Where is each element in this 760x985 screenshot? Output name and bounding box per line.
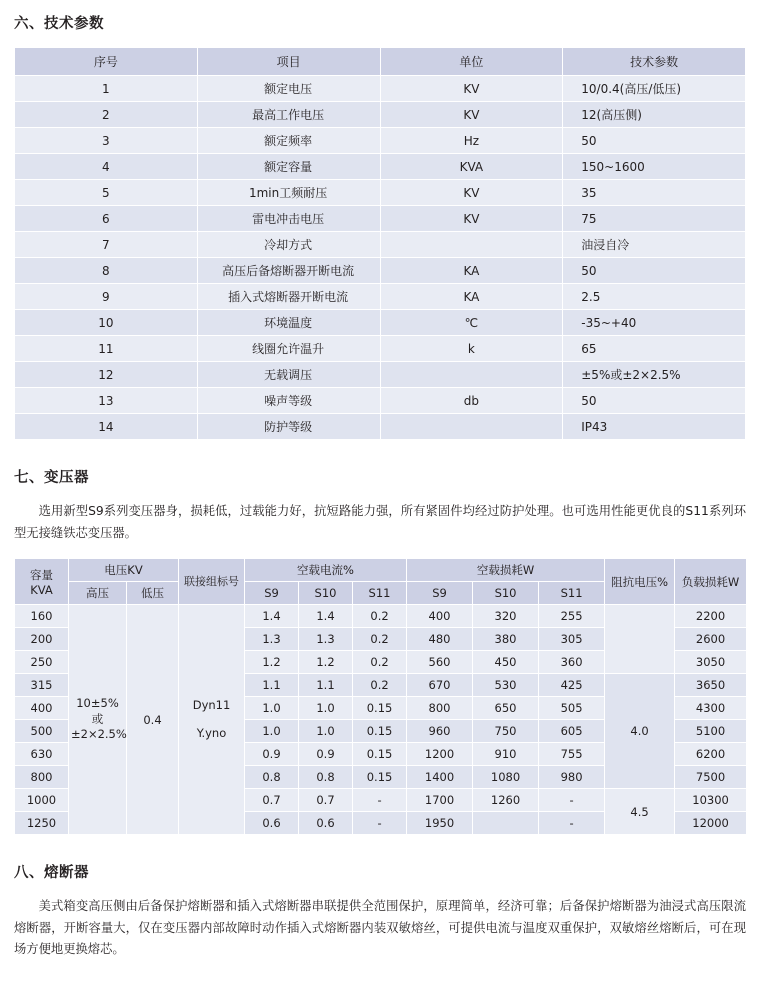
cell-no: 1 <box>15 76 198 102</box>
table-row <box>15 180 746 206</box>
cell-current-s11: - <box>353 812 407 835</box>
cell-no: 10 <box>15 310 198 336</box>
cell-current-s10: 1.4 <box>299 605 353 628</box>
cell-no: 12 <box>15 362 198 388</box>
column-header-impedance: 阻抗电压% <box>605 559 675 605</box>
cell-current-s10: 1.1 <box>299 674 353 697</box>
cell-current-s9: 0.9 <box>245 743 299 766</box>
cell-current-s9: 1.2 <box>245 651 299 674</box>
cell-item: 雷电冲击电压 <box>197 206 380 232</box>
cell-load-loss: 3050 <box>675 651 747 674</box>
cell-no: 8 <box>15 258 198 284</box>
cell-loss-s11: 755 <box>539 743 605 766</box>
cell-no: 7 <box>15 232 198 258</box>
cell-value: 10/0.4(高压/低压) <box>563 76 746 102</box>
cell-unit: k <box>380 336 563 362</box>
cell-loss-s9: 1700 <box>407 789 473 812</box>
column-header-current-s11: S11 <box>353 582 407 605</box>
fuse-paragraph: 美式箱变高压侧由后备保护熔断器和插入式熔断器串联提供全范围保护，原理简单，经济可靠；后备保护熔断器为油浸式高压限流熔断器，开断容量大，仅在变压器内部故障时动作插入式熔断器内装双敏熔丝，可提供电流与温度双重保护，双敏熔丝熔断后，可在现场方便地更换熔芯。 <box>14 899 746 957</box>
cell-current-s11: 0.2 <box>353 605 407 628</box>
cell-loss-s10: 1080 <box>473 766 539 789</box>
cell-value: ±5%或±2×2.5% <box>563 362 746 388</box>
table-row <box>15 388 746 414</box>
cell-value: 75 <box>563 206 746 232</box>
transformer-table <box>14 558 747 835</box>
cell-loss-s9: 1200 <box>407 743 473 766</box>
cell-load-loss: 3650 <box>675 674 747 697</box>
cell-load-loss: 4300 <box>675 697 747 720</box>
cell-no: 11 <box>15 336 198 362</box>
technical-parameters-table <box>14 47 746 440</box>
cell-item: 环境温度 <box>197 310 380 336</box>
cell-item: 线圈允许温升 <box>197 336 380 362</box>
cell-current-s10: 0.9 <box>299 743 353 766</box>
cell-unit: KA <box>380 284 563 310</box>
cell-loss-s10: 530 <box>473 674 539 697</box>
section-title-transformer: 七、变压器 <box>14 470 89 486</box>
voltage-high-line2: 或 <box>91 711 104 726</box>
cell-no: 14 <box>15 414 198 440</box>
cell-unit: ℃ <box>380 310 563 336</box>
cell-current-s9: 1.4 <box>245 605 299 628</box>
capacity-label: 容量 <box>30 567 53 582</box>
cell-loss-s11: 360 <box>539 651 605 674</box>
cell-loss-s10: 750 <box>473 720 539 743</box>
cell-loss-s11: 605 <box>539 720 605 743</box>
cell-loss-s9: 560 <box>407 651 473 674</box>
cell-loss-s9: 800 <box>407 697 473 720</box>
cell-load-loss: 2600 <box>675 628 747 651</box>
cell-current-s9: 0.8 <box>245 766 299 789</box>
cell-loss-s10: 320 <box>473 605 539 628</box>
cell-item: 高压后备熔断器开断电流 <box>197 258 380 284</box>
cell-value: 50 <box>563 388 746 414</box>
cell-unit: db <box>380 388 563 414</box>
cell-loss-s11: 425 <box>539 674 605 697</box>
cell-capacity: 1250 <box>15 812 69 835</box>
column-header-voltage: 电压KV <box>69 559 179 582</box>
cell-loss-s10: 650 <box>473 697 539 720</box>
column-header-voltage-low: 低压 <box>127 582 179 605</box>
cell-unit: KA <box>380 258 563 284</box>
cell-current-s10: 1.2 <box>299 651 353 674</box>
cell-load-loss: 2200 <box>675 605 747 628</box>
cell-item: 无载调压 <box>197 362 380 388</box>
table-row <box>15 76 746 102</box>
column-header-unit: 单位 <box>380 48 563 76</box>
cell-loss-s9: 1400 <box>407 766 473 789</box>
section-title-tech: 六、技术参数 <box>14 16 104 32</box>
cell-value: 12(高压侧) <box>563 102 746 128</box>
cell-current-s11: 0.2 <box>353 651 407 674</box>
cell-loss-s9: 480 <box>407 628 473 651</box>
cell-capacity: 315 <box>15 674 69 697</box>
column-header-capacity <box>15 559 69 605</box>
cell-current-s9: 1.0 <box>245 720 299 743</box>
cell-loss-s11: 305 <box>539 628 605 651</box>
cell-connection <box>179 605 245 835</box>
cell-value: -35~+40 <box>563 310 746 336</box>
cell-load-loss: 6200 <box>675 743 747 766</box>
cell-value: IP43 <box>563 414 746 440</box>
cell-loss-s10: 380 <box>473 628 539 651</box>
cell-voltage-high <box>69 605 127 835</box>
cell-impedance-1: 4.0 <box>605 674 675 789</box>
cell-item: 额定频率 <box>197 128 380 154</box>
cell-value: 35 <box>563 180 746 206</box>
cell-loss-s10: 1260 <box>473 789 539 812</box>
cell-value: 油浸自冷 <box>563 232 746 258</box>
cell-load-loss: 5100 <box>675 720 747 743</box>
column-header-voltage-high: 高压 <box>69 582 127 605</box>
cell-item: 插入式熔断器开断电流 <box>197 284 380 310</box>
connection-line2: Y.yno <box>196 725 227 740</box>
cell-load-loss: 12000 <box>675 812 747 835</box>
cell-capacity: 400 <box>15 697 69 720</box>
cell-current-s11: 0.15 <box>353 697 407 720</box>
cell-capacity: 800 <box>15 766 69 789</box>
table-row <box>15 206 746 232</box>
cell-current-s9: 0.6 <box>245 812 299 835</box>
cell-no: 6 <box>15 206 198 232</box>
table-row <box>15 362 746 388</box>
cell-capacity: 630 <box>15 743 69 766</box>
cell-impedance-blank <box>605 605 675 674</box>
cell-capacity: 1000 <box>15 789 69 812</box>
cell-item: 1min工频耐压 <box>197 180 380 206</box>
cell-unit: KV <box>380 180 563 206</box>
cell-voltage-low: 0.4 <box>127 605 179 835</box>
cell-loss-s9: 670 <box>407 674 473 697</box>
table-header-row <box>15 559 747 582</box>
cell-current-s11: 0.15 <box>353 766 407 789</box>
column-header-no-load-loss: 空载损耗W <box>407 559 605 582</box>
table-row <box>15 310 746 336</box>
cell-loss-s11: - <box>539 812 605 835</box>
cell-unit: Hz <box>380 128 563 154</box>
cell-value: 65 <box>563 336 746 362</box>
cell-item: 噪声等级 <box>197 388 380 414</box>
table-row <box>15 414 746 440</box>
column-header-current-s10: S10 <box>299 582 353 605</box>
cell-loss-s11: 505 <box>539 697 605 720</box>
cell-loss-s10: 450 <box>473 651 539 674</box>
cell-capacity: 500 <box>15 720 69 743</box>
transformer-paragraph: 选用新型S9系列变压器身，损耗低，过载能力好，抗短路能力强，所有紧固件均经过防护处理。也可选用性能更优良的S11系列环型无接缝铁芯变压器。 <box>14 504 746 540</box>
cell-value: 150~1600 <box>563 154 746 180</box>
cell-current-s9: 1.0 <box>245 697 299 720</box>
cell-value: 50 <box>563 258 746 284</box>
cell-item: 冷却方式 <box>197 232 380 258</box>
connection-line1: Dyn11 <box>192 698 231 713</box>
cell-current-s10: 0.6 <box>299 812 353 835</box>
column-header-loss-s11: S11 <box>539 582 605 605</box>
cell-capacity: 200 <box>15 628 69 651</box>
cell-impedance-2: 4.5 <box>605 789 675 835</box>
cell-loss-s9: 1950 <box>407 812 473 835</box>
cell-unit <box>380 232 563 258</box>
cell-unit <box>380 414 563 440</box>
cell-unit: KV <box>380 206 563 232</box>
column-header-item: 项目 <box>197 48 380 76</box>
cell-current-s9: 1.3 <box>245 628 299 651</box>
cell-current-s10: 1.0 <box>299 720 353 743</box>
cell-current-s10: 0.8 <box>299 766 353 789</box>
cell-current-s11: - <box>353 789 407 812</box>
table-row <box>15 154 746 180</box>
column-header-load-loss: 负载损耗W <box>675 559 747 605</box>
column-header-no-load-current: 空载电流% <box>245 559 407 582</box>
cell-no: 3 <box>15 128 198 154</box>
column-header-loss-s10: S10 <box>473 582 539 605</box>
cell-loss-s9: 960 <box>407 720 473 743</box>
cell-load-loss: 10300 <box>675 789 747 812</box>
cell-loss-s10: 910 <box>473 743 539 766</box>
cell-current-s10: 1.0 <box>299 697 353 720</box>
cell-current-s11: 0.2 <box>353 674 407 697</box>
cell-current-s10: 0.7 <box>299 789 353 812</box>
cell-current-s9: 1.1 <box>245 674 299 697</box>
table-row <box>15 102 746 128</box>
cell-unit: KV <box>380 76 563 102</box>
cell-load-loss: 7500 <box>675 766 747 789</box>
cell-current-s9: 0.7 <box>245 789 299 812</box>
cell-loss-s11: - <box>539 789 605 812</box>
cell-value: 50 <box>563 128 746 154</box>
table-row <box>15 336 746 362</box>
section-title-fuse: 八、熔断器 <box>14 865 89 882</box>
voltage-high-line1: 10±5% <box>76 696 119 711</box>
cell-current-s11: 0.15 <box>353 720 407 743</box>
cell-item: 最高工作电压 <box>197 102 380 128</box>
column-header-value: 技术参数 <box>563 48 746 76</box>
cell-loss-s11: 980 <box>539 766 605 789</box>
column-header-loss-s9: S9 <box>407 582 473 605</box>
cell-no: 9 <box>15 284 198 310</box>
cell-item: 额定电压 <box>197 76 380 102</box>
cell-loss-s10 <box>473 812 539 835</box>
table-row <box>15 258 746 284</box>
cell-capacity: 160 <box>15 605 69 628</box>
cell-no: 13 <box>15 388 198 414</box>
voltage-high-line3: ±2×2.5% <box>71 727 127 742</box>
cell-current-s10: 1.3 <box>299 628 353 651</box>
cell-no: 4 <box>15 154 198 180</box>
cell-capacity: 250 <box>15 651 69 674</box>
cell-loss-s9: 400 <box>407 605 473 628</box>
table-row <box>15 128 746 154</box>
cell-item: 防护等级 <box>197 414 380 440</box>
cell-value: 2.5 <box>563 284 746 310</box>
cell-current-s11: 0.15 <box>353 743 407 766</box>
connection-label: 联接组标号 <box>184 574 240 588</box>
capacity-unit-label: KVA <box>30 582 53 597</box>
cell-item: 额定容量 <box>197 154 380 180</box>
cell-unit: KV <box>380 102 563 128</box>
column-header-current-s9: S9 <box>245 582 299 605</box>
cell-unit <box>380 362 563 388</box>
cell-loss-s11: 255 <box>539 605 605 628</box>
table-row <box>15 605 747 628</box>
column-header-no: 序号 <box>15 48 198 76</box>
cell-current-s11: 0.2 <box>353 628 407 651</box>
cell-no: 2 <box>15 102 198 128</box>
table-header-row <box>15 48 746 76</box>
table-row <box>15 232 746 258</box>
cell-no: 5 <box>15 180 198 206</box>
column-header-connection <box>179 559 245 605</box>
cell-unit: KVA <box>380 154 563 180</box>
table-row <box>15 284 746 310</box>
